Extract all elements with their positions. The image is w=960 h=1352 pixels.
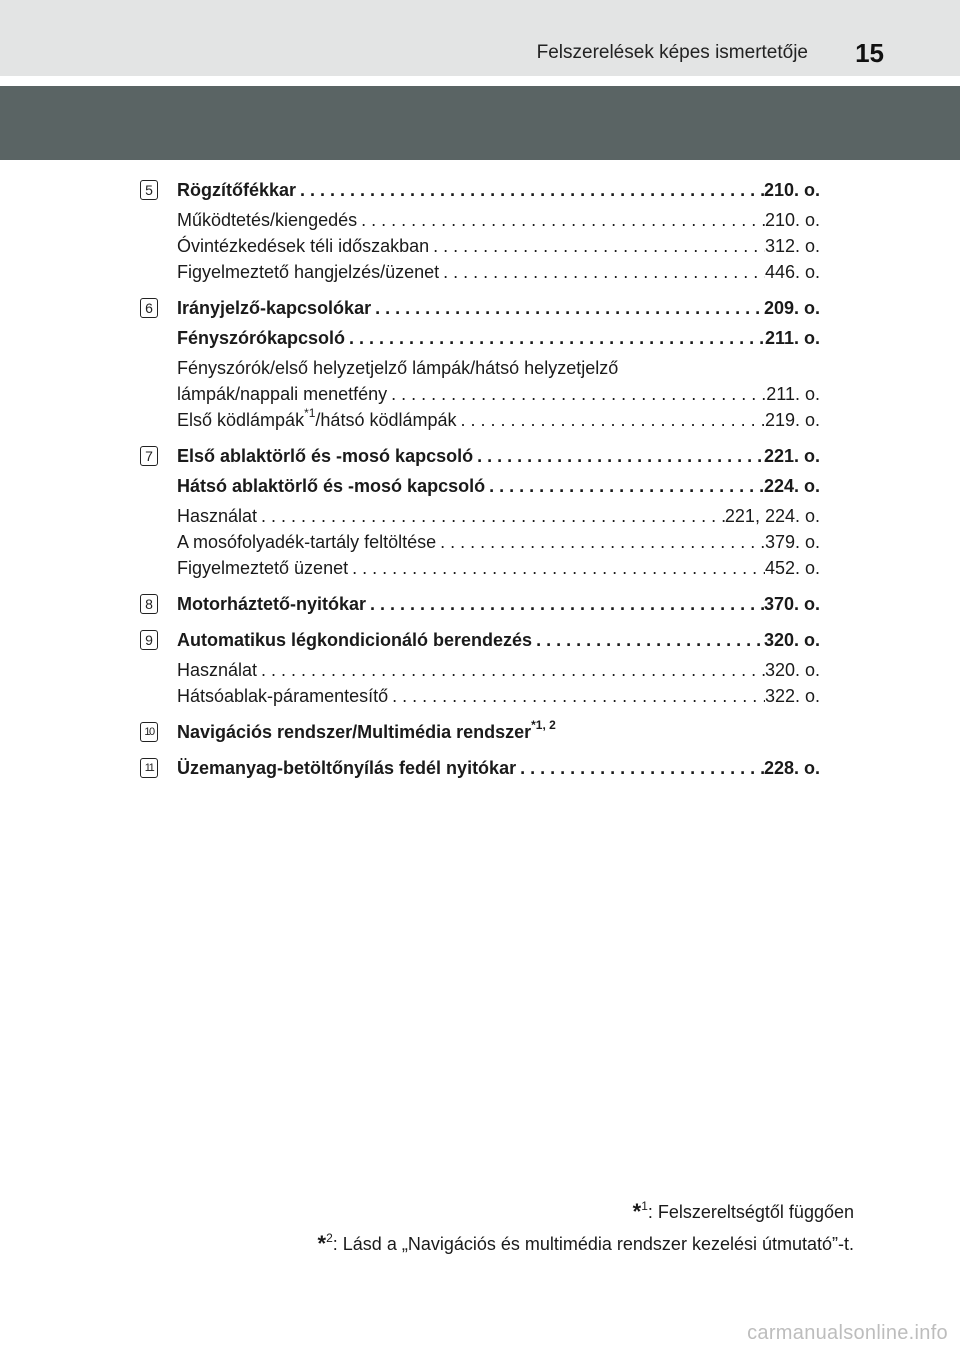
entry-page: 312. o. <box>764 236 820 256</box>
leader-dots <box>387 381 766 407</box>
toc-subentry[interactable] <box>177 407 820 433</box>
entry-page: 379. o. <box>764 532 820 552</box>
leader-dots <box>516 755 764 781</box>
footnote-2: *$^2$: Lásd a „Navigációs és multimédia rendszer kezelési útmutató”-t. <box>317 1231 854 1256</box>
header-band <box>0 0 960 76</box>
section-7 <box>140 443 820 581</box>
entry-page: 320. o. <box>764 660 820 680</box>
entry-title: Működtetés/kiengedés <box>177 210 358 230</box>
entry-title: Használat <box>177 506 258 526</box>
toc-content <box>140 177 820 781</box>
entry-page: 211. o. <box>764 328 820 348</box>
leader-dots <box>485 473 764 499</box>
section-11 <box>140 755 820 781</box>
toc-entry[interactable] <box>177 755 820 781</box>
toc-entry[interactable] <box>177 719 820 745</box>
section-8 <box>140 591 820 617</box>
leader-dots <box>473 443 764 469</box>
entry-title: Navigációs rendszer/Multimédia rendszer <box>177 722 532 742</box>
item-number-badge: 9 <box>140 630 158 650</box>
entry-title: Üzemanyag-betöltőnyílás fedél nyitókar <box>177 758 517 778</box>
toc-entry[interactable] <box>177 473 820 499</box>
item-number-badge: 6 <box>140 298 158 318</box>
entry-page: 210. o. <box>763 180 820 200</box>
leader-dots <box>257 503 725 529</box>
watermark: carmanualsonline.info <box>747 1322 948 1344</box>
entry-title: Első ködlámpák$^{*1}$/hátsó ködlámpák <box>177 406 457 430</box>
entry-page: 446. o. <box>764 262 820 282</box>
item-number-badge: 5 <box>140 180 158 200</box>
footnotes <box>318 1196 854 1260</box>
footnote-1: *$^1$: Felszereltségtől függően <box>632 1199 854 1224</box>
toc-subentry[interactable] <box>177 529 820 555</box>
entry-title: Figyelmeztető hangjelzés/üzenet <box>177 262 440 282</box>
entry-page: 452. o. <box>764 558 820 578</box>
leader-dots <box>371 295 764 321</box>
toc-entry[interactable] <box>177 627 820 653</box>
entry-page: 209. o. <box>763 298 820 318</box>
header-title: Felszerelések képes ismertetője <box>536 42 808 63</box>
toc-subentry[interactable] <box>177 657 820 683</box>
entry-title: Figyelmeztető üzenet <box>177 558 349 578</box>
toc-entry[interactable] <box>177 591 820 617</box>
toc-subentry[interactable] <box>177 233 820 259</box>
entry-page: 211. o. <box>766 384 820 404</box>
leader-dots <box>366 591 764 617</box>
entry-page: 320. o. <box>763 630 820 650</box>
entry-page: 228. o. <box>763 758 820 778</box>
leader-dots <box>439 259 765 285</box>
entry-page: 210. o. <box>764 210 820 230</box>
entry-page: 370. o. <box>763 594 820 614</box>
leader-dots <box>532 627 764 653</box>
entry-title: Fényszórók/első helyzetjelző lámpák/hátsó helyzetjelző <box>177 358 619 378</box>
entry-title: Hátsó ablaktörlő és -mosó kapcsoló <box>177 476 486 496</box>
section-6 <box>140 295 820 433</box>
section-9 <box>140 627 820 709</box>
toc-entry[interactable] <box>177 177 820 203</box>
toc-subentry[interactable] <box>177 259 820 285</box>
section-5 <box>140 177 820 285</box>
leader-dots <box>345 325 765 351</box>
entry-title: Rögzítőfékkar <box>177 180 297 200</box>
entry-page: 322. o. <box>764 686 820 706</box>
leader-dots <box>388 683 765 709</box>
toc-entry[interactable] <box>177 443 820 469</box>
item-number-badge: 8 <box>140 594 158 614</box>
footnote-marker: *1 <box>304 406 316 420</box>
toc-subentry-line <box>177 355 820 381</box>
entry-title: Automatikus légkondicionáló berendezés <box>177 630 533 650</box>
entry-page: 219. o. <box>764 410 820 430</box>
toc-entry[interactable] <box>177 295 820 321</box>
toc-subentry[interactable] <box>177 503 820 529</box>
leader-dots <box>436 529 765 555</box>
leader-dots <box>257 657 765 683</box>
entry-title: Óvintézkedések téli időszakban <box>177 236 430 256</box>
footnote-marker: *1, 2 <box>531 718 556 732</box>
entry-title: Fényszórókapcsoló <box>177 328 346 348</box>
toc-subentry[interactable] <box>177 683 820 709</box>
entry-page: 221. o. <box>763 446 820 466</box>
toc-entry[interactable] <box>177 325 820 351</box>
item-number-badge: 7 <box>140 446 158 466</box>
entry-title: Hátsóablak-páramentesítő <box>177 686 389 706</box>
entry-title: Első ablaktörlő és -mosó kapcsoló <box>177 446 474 466</box>
entry-title: A mosófolyadék-tartály feltöltése <box>177 532 437 552</box>
toc-subentry[interactable] <box>177 555 820 581</box>
leader-dots <box>296 177 764 203</box>
toc-subentry[interactable] <box>177 207 820 233</box>
leader-dots <box>357 207 765 233</box>
item-number-badge: 11 <box>140 758 158 778</box>
leader-dots <box>348 555 765 581</box>
entry-title: Motorháztető-nyitókar <box>177 594 366 614</box>
entry-page: 221, 224. o. <box>724 506 820 526</box>
toc-subentry[interactable] <box>177 381 820 407</box>
item-number-badge: 10 <box>140 722 158 742</box>
entry-title: Irányjelző-kapcsolókar <box>177 298 372 318</box>
header-dark-band <box>0 86 960 160</box>
entry-title: lámpák/nappali menetfény <box>177 384 388 404</box>
entry-title: Használat <box>177 660 258 680</box>
leader-dots <box>429 233 765 259</box>
section-10 <box>140 719 820 745</box>
page-number: 15 <box>855 38 884 68</box>
leader-dots <box>457 407 765 433</box>
entry-page: 224. o. <box>763 476 820 496</box>
